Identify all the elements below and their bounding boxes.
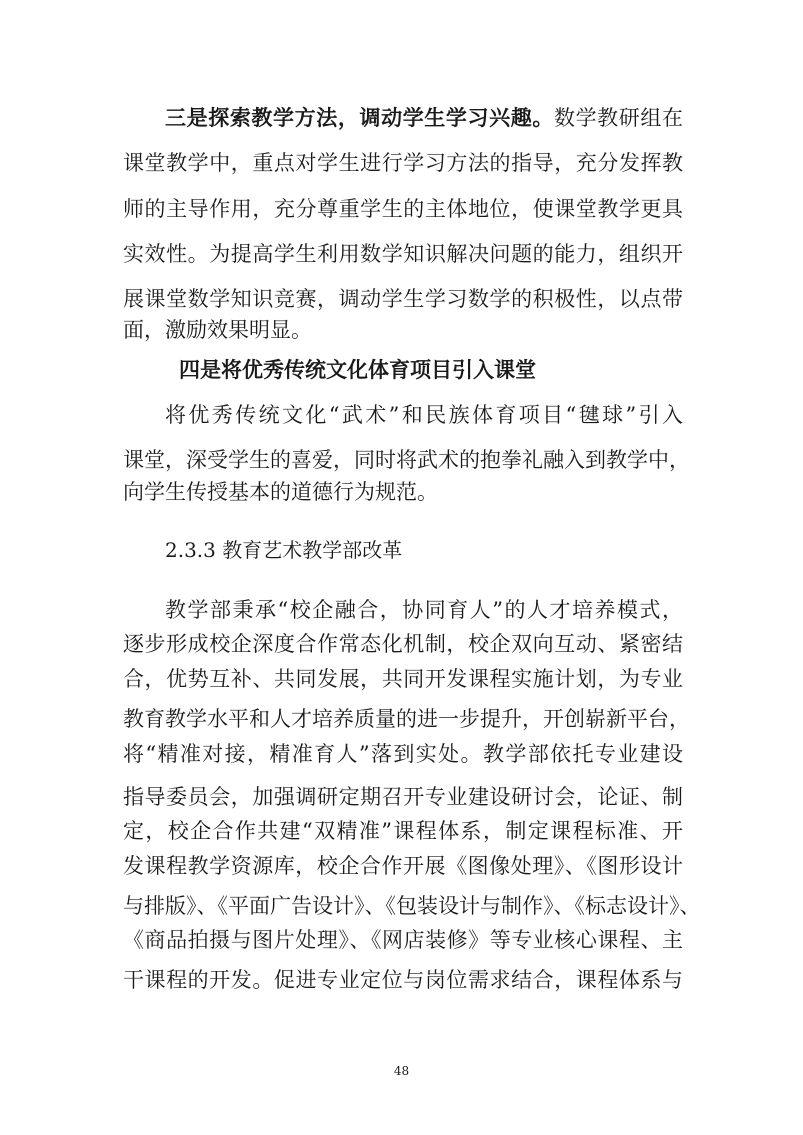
para2-line-1: 将优秀传统文化“武术”和民族体育项目“毽球”引入 <box>165 403 683 427</box>
para3-line-8: 发课程教学资源库，校企合作开展《图像处理》、《图形设计 <box>123 854 683 878</box>
page-number: 48 <box>393 1064 410 1078</box>
para1-line1-rest: 数学教研组在 <box>553 106 684 130</box>
para3-line-2: 逐步形成校企深度合作常态化机制，校企双向互动、紧密结 <box>123 632 683 656</box>
para3-line-9: 与排版》、《平面广告设计》、《包装设计与制作》、《标志设计》、 <box>123 894 701 918</box>
para3-line-10: 《商品拍摄与图片处理》、《网店装修》等专业核心课程、主 <box>123 928 683 952</box>
para1-line-3: 师的主导作用，充分尊重学生的主体地位，使课堂教学更具 <box>123 197 683 221</box>
para3-line-3: 合，优势互补、共同发展，共同开发课程实施计划，为专业 <box>123 667 683 691</box>
para2-line-2: 课堂，深受学生的喜爱，同时将武术的抱拳礼融入到教学中， <box>123 448 690 472</box>
para1-line-5: 展课堂数学知识竞赛，调动学生学习数学的积极性，以点带 <box>123 287 683 311</box>
para1-line-4: 实效性。为提高学生利用数学知识解决问题的能力，组织开 <box>123 242 683 266</box>
para1-line-2: 课堂教学中，重点对学生进行学习方法的指导，充分发挥教 <box>123 151 683 175</box>
para1-line-6: 面，激励效果明显。 <box>123 318 312 342</box>
para3-line-1: 教学部秉承“校企融合，协同育人”的人才培养模式， <box>165 598 683 622</box>
section-heading-four: 四是将优秀传统文化体育项目引入课堂 <box>179 357 536 382</box>
para1-lead: 三是探索教学方法，调动学生学习兴趣。 <box>165 105 554 130</box>
para3-line-11: 干课程的开发。促进专业定位与岗位需求结合，课程体系与 <box>123 968 683 992</box>
para1-line-1 <box>165 104 683 132</box>
para3-line-7: 定，校企合作共建“双精准”课程体系，制定课程标准、开 <box>123 819 683 843</box>
para3-line-4: 教育教学水平和人才培养质量的进一步提升，开创崭新平台， <box>123 707 690 731</box>
section-subheading: 2.3.3 教育艺术教学部改革 <box>165 538 403 562</box>
para2-line-3: 向学生传授基本的道德行为规范。 <box>123 480 438 504</box>
para3-line-5: 将“精准对接，精准育人”落到实处。教学部依托专业建设 <box>123 742 683 766</box>
para3-line-6: 指导委员会，加强调研定期召开专业建设研讨会，论证、制 <box>123 785 683 809</box>
